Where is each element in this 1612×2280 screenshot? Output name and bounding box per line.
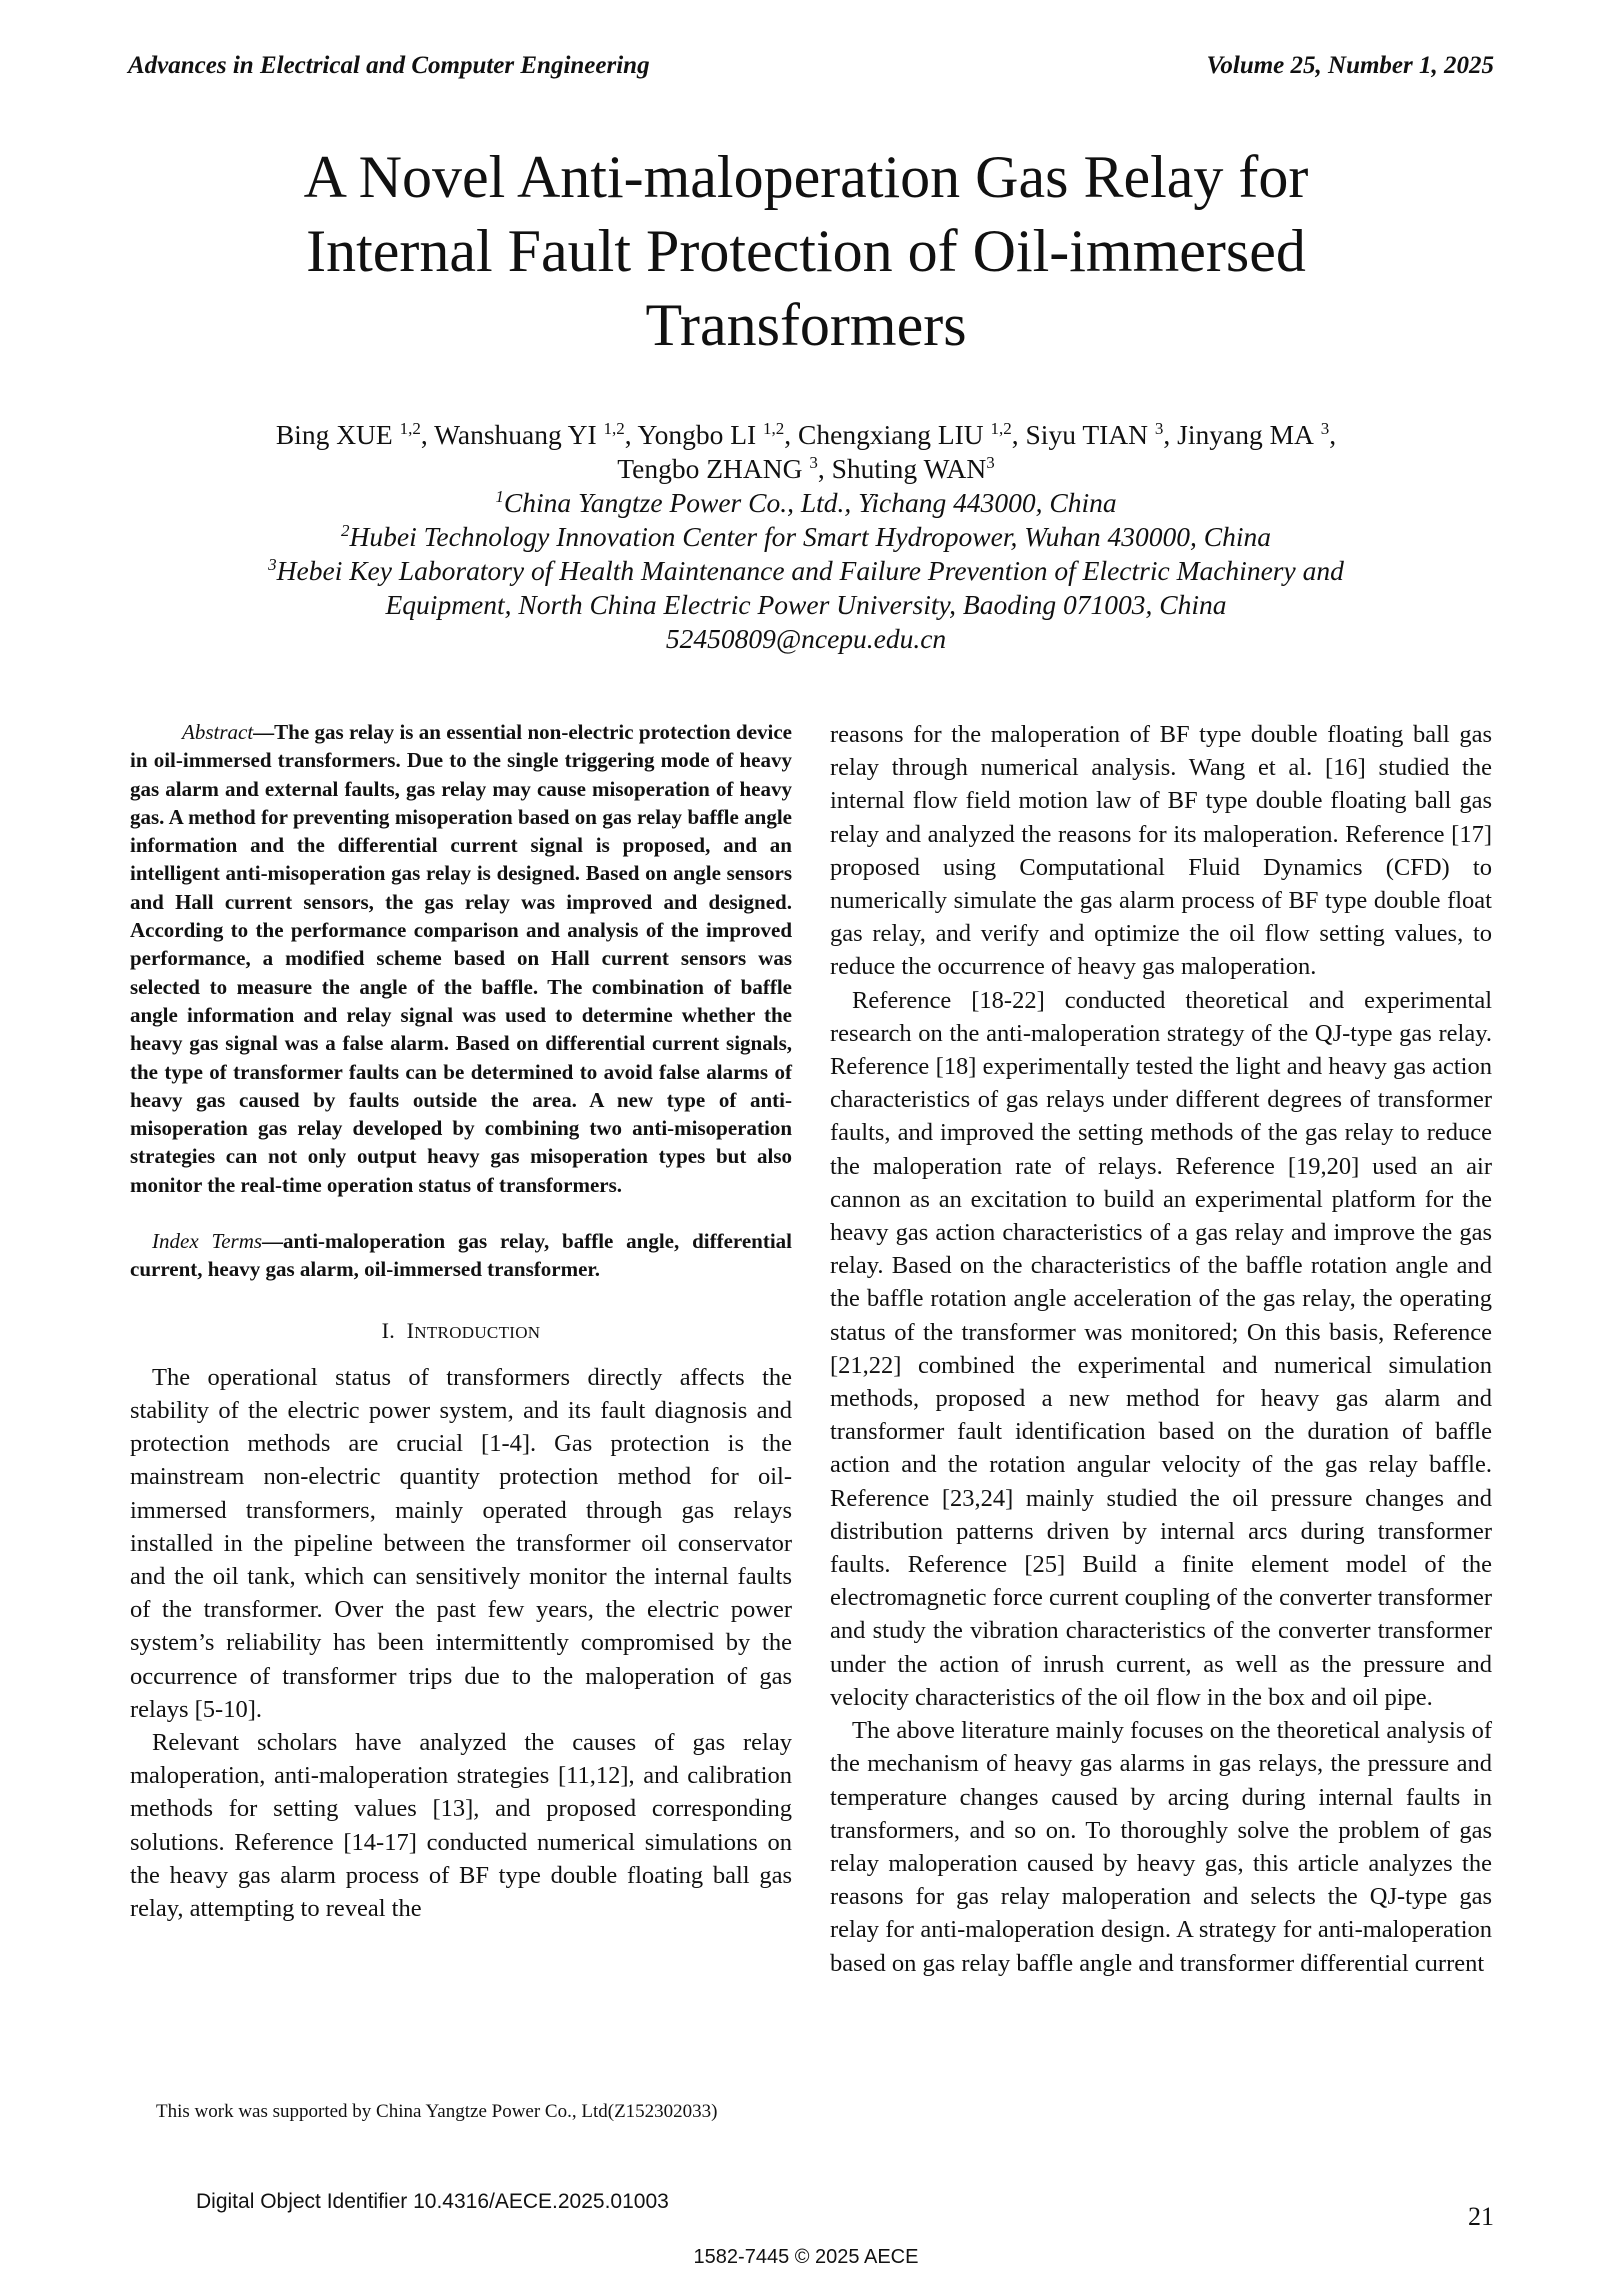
affiliation-mark: 1: [495, 487, 504, 506]
author-name: Bing XUE: [275, 419, 393, 450]
affiliation-mark: 3: [268, 555, 277, 574]
affiliation-text: Hebei Key Laboratory of Health Maintenance and Failure Prevention of Electric Machinery and: [276, 555, 1344, 586]
author-name: Siyu TIAN: [1025, 419, 1149, 450]
author-name: Tengbo ZHANG: [617, 453, 803, 484]
section-title-initial: I: [406, 1317, 415, 1343]
author-affiliation-mark: 3: [1154, 419, 1164, 438]
index-terms: [130, 1227, 792, 1284]
author-affiliation-mark: 1,2: [763, 419, 785, 438]
funding-footnote: This work was supported by China Yangtze Power Co., Ltd(Z152302033): [156, 2101, 718, 2122]
title-line: A Novel Anti-maloperation Gas Relay for: [303, 144, 1309, 210]
author-name: Wanshuang YI: [434, 419, 597, 450]
author-affiliation-mark: 1,2: [399, 419, 421, 438]
author-name: Jinyang MA: [1177, 419, 1314, 450]
affiliation-mark: 2: [341, 521, 350, 540]
title-line: Transformers: [645, 292, 967, 358]
author-name: Yongbo LI: [637, 419, 757, 450]
author-affiliation-mark: 1,2: [990, 419, 1012, 438]
body-paragraph: Reference [18-22] conducted theoretical and experimental research on the anti-maloperation strategy of the QJ-type gas relay. Reference [18] experimentally tested the light and heavy gas action characteristics of gas relays under different degrees of transformer faults, and improved the setting methods of the gas relay to reduce the maloperation rate of relays. Reference [19,20] used an air cannon as an excitation to build an experimental platform for the heavy gas action characteristics of a gas relay and improve the gas relay. Based on the characteristics of the baffle rotation angle and the baffle rotation angle acceleration of the gas relay, the operating status of the transformer was monitored; On this basis, Reference [21,22] combined the experimental and numerical simulation methods, proposed a new method for heavy gas alarm and transformer fault identification based on the duration of baffle action and the rotation angular velocity of the gas relay baffle. Reference [23,24] mainly studied the oil pressure changes and distribution patterns driven by internal arcs during transformer faults. Reference [25] Build a finite element model of the electromagnetic force current coupling of the converter transformer and study the vibration characteristics of the converter transformer under the action of inrush current, as well as the pressure and velocity characteristics of the oil flow in the box and oil pipe.: [830, 986, 1492, 1711]
abstract-label: Abstract: [182, 720, 254, 744]
affiliation-line: [140, 486, 1472, 520]
doi-line: Digital Object Identifier 10.4316/AECE.2025.01003: [196, 2190, 669, 2213]
paper-title: [170, 140, 1442, 362]
left-column: [130, 718, 792, 1925]
running-header-volume: Volume 25, Number 1, 2025: [1206, 52, 1494, 79]
body-paragraph: The above literature mainly focuses on the theoretical analysis of the mechanism of heavy gas alarms in gas relays, the pressure and temperature changes caused by arcing during internal faults in transformers, and so on. To thoroughly solve the problem of gas relay maloperation caused by heavy gas, this article analyzes the reasons for gas relay maloperation and selects the QJ-type gas relay for anti-maloperation design. A strategy for anti-maloperation based on gas relay baffle angle and transformer differential current: [830, 1717, 1492, 1977]
body-paragraph: The operational status of transformers directly affects the stability of the electric power system, and its fault diagnosis and protection methods are crucial [1-4]. Gas protection is the mainstream non-electric quantity protection method for oil-immersed transformers, mainly operated through gas relays installed in the pipeline between the transformer oil conservator and the oil tank, which can sensitively monitor the internal faults of the transformer. Over the past few years, the electric power system’s reliability has been intermittently compromised by the occurrence of transformer trips due to the maloperation of gas relays [5-10].: [130, 1363, 792, 1723]
author-name: Chengxiang LIU: [798, 419, 984, 450]
affiliation-text: Hubei Technology Innovation Center for Smart Hydropower, Wuhan 430000, China: [349, 521, 1271, 552]
index-terms-label: Index Terms: [152, 1229, 263, 1254]
author-affiliation-mark: 3: [809, 453, 818, 472]
abstract: [130, 718, 792, 1199]
body-paragraph: reasons for the maloperation of BF type double floating ball gas relay through numerical analysis. Wang et al. [16] studied the internal flow field motion law of BF type double floating ball gas relay and analyzed the reasons for its maloperation. Reference [17] proposed using Computational Fluid Dynamics (CFD) to numerically simulate the gas alarm process of BF type double float gas relay, and verify and optimize the oil flow setting values, to reduce the occurrence of heavy gas maloperation.: [830, 721, 1492, 981]
author-block: [140, 418, 1472, 656]
affiliation-line: [140, 588, 1472, 622]
page-number: 21: [1468, 2202, 1494, 2231]
author-name: Shuting WAN: [831, 453, 987, 484]
author-list-line: Tengbo ZHANG $^3$, Shuting WAN$^3$: [617, 453, 995, 484]
index-terms-text: —anti-maloperation gas relay, baffle angle, differential current, heavy gas alarm, oil-immersed transformer.: [130, 1229, 792, 1282]
contact-email: 52450809@ncepu.edu.cn: [665, 623, 947, 654]
running-header-journal: Advances in Electrical and Computer Engineering: [128, 52, 650, 79]
affiliation-text: Equipment, North China Electric Power University, Baoding 071003, China: [385, 589, 1227, 620]
body-paragraph: Relevant scholars have analyzed the causes of gas relay maloperation, anti-maloperation strategies [11,12], and calibration methods for setting values [13], and proposed corresponding solutions. Reference [14-17] conducted numerical simulations on the heavy gas alarm process of BF type double floating ball gas relay, attempting to reveal the: [130, 1729, 792, 1923]
right-column: [830, 718, 1492, 1980]
affiliation-line: [140, 554, 1472, 588]
author-affiliation-mark: 1,2: [603, 419, 625, 438]
section-title-rest: NTRODUCTION: [414, 1322, 541, 1342]
issn-copyright: 1582-7445 © 2025 AECE: [693, 2246, 919, 2268]
section-number: I.: [381, 1317, 396, 1343]
section-heading-introduction: [130, 1314, 792, 1349]
affiliation-line: [140, 520, 1472, 554]
affiliation-text: China Yangtze Power Co., Ltd., Yichang 443000, China: [503, 487, 1117, 518]
abstract-text: —The gas relay is an essential non-electric protection device in oil-immersed transformers. Due to the single triggering mode of heavy gas alarm and external faults, gas relay may cause misoperation of heavy gas. A method for preventing misoperation based on gas relay baffle angle information and the differential current signal is proposed, and an intelligent anti-misoperation gas relay is designed. Based on angle sensors and Hall current sensors, the gas relay was improved and designed. According to the performance comparison and analysis of the improved performance, a modified scheme based on Hall current sensors was selected to measure the angle of the baffle. The combination of baffle angle information and relay signal was used to determine whether the heavy gas signal was a false alarm. Based on differential current signals, the type of transformer faults can be determined to avoid false alarms of heavy gas caused by faults outside the area. A new type of anti-misoperation gas relay developed by combining two anti-misoperation strategies can not only output heavy gas misoperation types but also monitor the real-time operation status of transformers.: [130, 720, 792, 1197]
title-line: Internal Fault Protection of Oil-immersed: [306, 218, 1306, 284]
author-affiliation-mark: 3: [1320, 419, 1330, 438]
author-list-line: Bing XUE $^{1,2}$, Wanshuang YI $^{1,2}$, Yongbo LI $^{1,2}$, Chengxiang LIU $^{1,2}$, Siyu TIAN $^3$, Jinyang MA $^3$,: [275, 419, 1337, 450]
author-affiliation-mark: 3: [986, 453, 995, 472]
